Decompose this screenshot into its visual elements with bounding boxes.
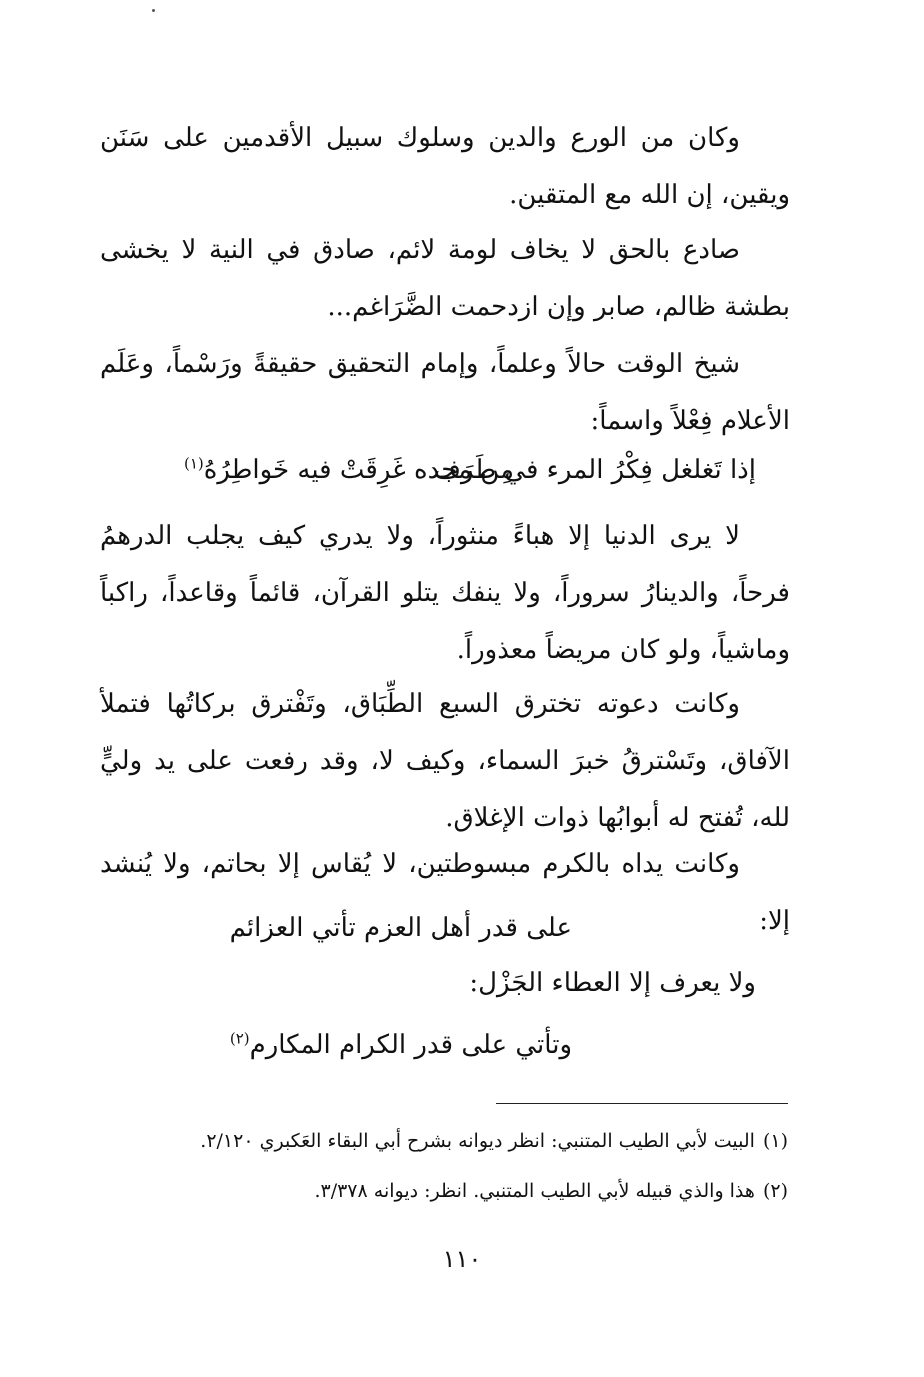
verse-1-first-hemistich-text: إذا تَغلغل فِكْرُ المرء في طَرَف xyxy=(434,455,756,485)
footnote-ref-2: (٢) xyxy=(229,1029,250,1048)
paragraph-5 xyxy=(100,676,790,847)
paragraph-3-text: شيخ الوقت حالاً وعلماً، وإمام التحقيق حقيقةً ورَسْماً، وعَلَم الأعلام فِعْلاً واسماً: xyxy=(100,349,790,436)
paragraph-2-text: صادع بالحق لا يخاف لومة لائم، صادق في النية لا يخشى بطشة ظالم، صابر وإن ازدحمت الضَّرَاغم... xyxy=(100,235,790,322)
verse-3 xyxy=(230,1025,572,1065)
verse-1-second-hemistich-text: مِن مجده غَرِقَتْ فيه خَواطِرُهُ xyxy=(203,455,514,485)
verse-2-text: على قدر أهل العزم تأتي العزائم xyxy=(229,913,572,943)
verse-1-second-hemistich xyxy=(184,450,514,490)
footnote-2-number: (٢) xyxy=(762,1180,788,1202)
page-number: ١١٠ xyxy=(442,1245,482,1273)
verse-3-intro xyxy=(469,963,756,1003)
footnote-ref-1: (١) xyxy=(183,454,204,473)
verse-3-intro-text: ولا يعرف إلا العطاء الجَزْل: xyxy=(469,968,756,998)
footnote-2-text: هذا والذي قبيله لأبي الطيب المتنبي. انظر: ديوانه ٣/٣٧٨. xyxy=(314,1180,755,1202)
paragraph-5-text: وكانت دعوته تخترق السبع الطِّبَاق، وتَفْترق بركاتُها فتملأ الآفاق، وتَسْترقُ خبرَ السماء، وكيف لا، وقد رفعت على يد وليٍّ لله، تُفتح له أبوابُها ذوات الإغلاق. xyxy=(100,689,790,833)
verse-2 xyxy=(230,908,572,948)
footnote-1-number: (١) xyxy=(762,1130,788,1152)
paragraph-3 xyxy=(100,336,790,450)
paragraph-1-text: وكان من الورع والدين وسلوك سبيل الأقدمين على سَنَن ويقين، إن الله مع المتقين. xyxy=(100,123,790,210)
scan-speck xyxy=(152,9,155,12)
footnote-separator xyxy=(496,1103,788,1104)
paragraph-4 xyxy=(100,508,790,679)
paragraph-6-text: وكانت يداه بالكرم مبسوطتين، لا يُقاس إلا بحاتم، ولا يُنشد إلا: xyxy=(100,849,790,936)
paragraph-4-text: لا يرى الدنيا إلا هباءً منثوراً، ولا يدري كيف يجلب الدرهمُ فرحاً، والدينارُ سروراً، ولا ينفك يتلو القرآن، قائماً وقاعداً، راكباً وماشياً، ولو كان مريضاً معذوراً. xyxy=(100,521,790,665)
paragraph-2 xyxy=(100,222,790,336)
footnote-1 xyxy=(200,1126,788,1156)
verse-3-text: وتأتي على قدر الكرام المكارم xyxy=(249,1030,572,1060)
paragraph-1 xyxy=(100,110,790,224)
footnote-2 xyxy=(314,1176,788,1206)
footnote-1-text: البيت لأبي الطيب المتنبي: انظر ديوانه بشرح أبي البقاء العَكبري ٢/١٢٠. xyxy=(200,1130,755,1152)
